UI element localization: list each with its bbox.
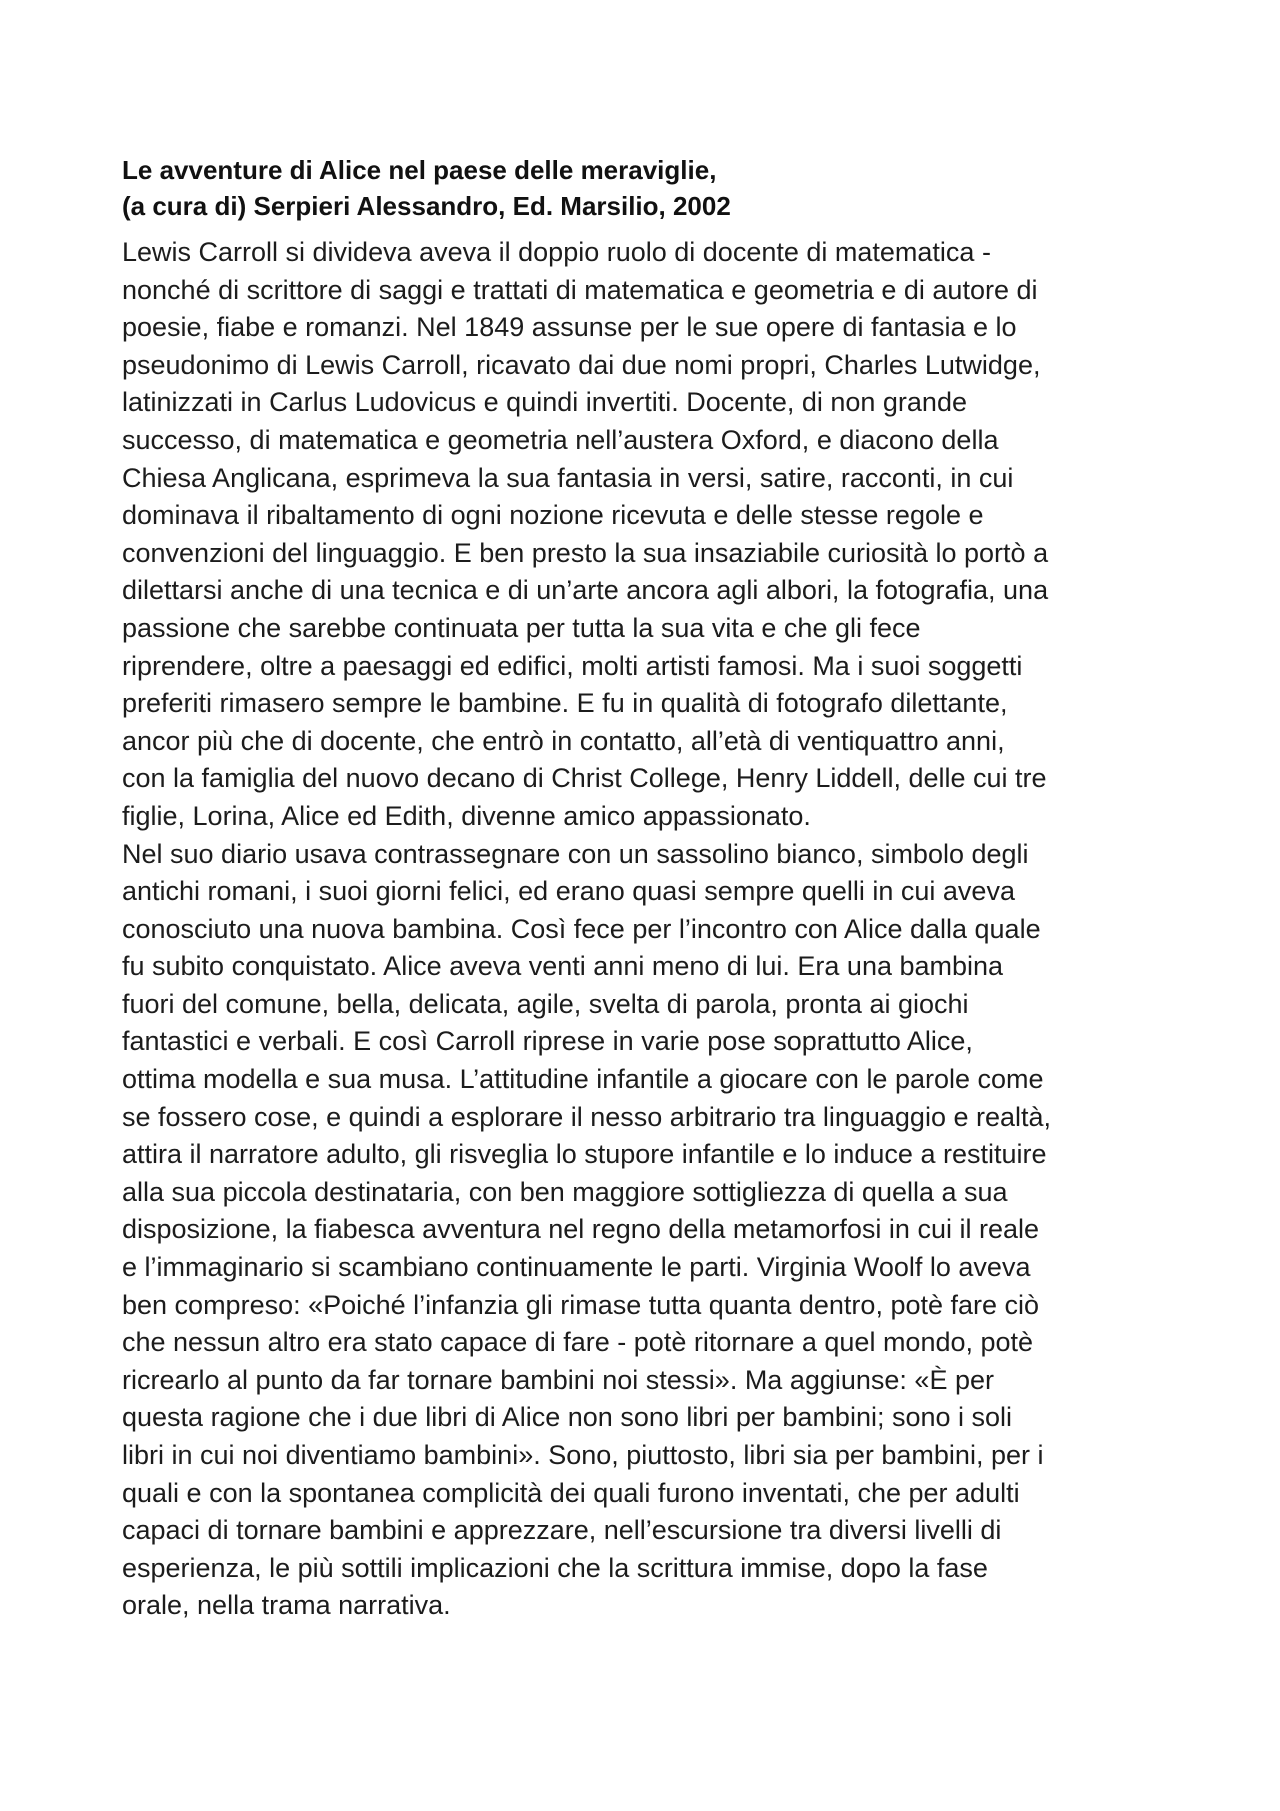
body-paragraph bbox=[122, 234, 1182, 1625]
document-title bbox=[122, 152, 1182, 224]
body-line: poesie, fiabe e romanzi. Nel 1849 assunse per le sue opere di fantasia e lo bbox=[122, 312, 1017, 343]
body-line: antichi romani, i suoi giorni felici, ed erano quasi sempre quelli in cui aveva bbox=[122, 876, 1015, 907]
body-line: passione che sarebbe continuata per tutta la sua vita e che gli fece bbox=[122, 612, 921, 643]
body-line: dominava il ribaltamento di ogni nozione ricevuta e delle stesse regole e bbox=[122, 500, 984, 531]
body-line: esperienza, le più sottili implicazioni che la scrittura immise, dopo la fase bbox=[122, 1552, 988, 1583]
document-page bbox=[122, 152, 1182, 1625]
body-line: preferiti rimasero sempre le bambine. E fu in qualità di fotografo dilettante, bbox=[122, 688, 1008, 719]
body-line: capaci di tornare bambini e apprezzare, nell’escursione tra diversi livelli di bbox=[122, 1515, 1002, 1546]
body-line: conosciuto una nuova bambina. Così fece per l’incontro con Alice dalla quale bbox=[122, 913, 1041, 944]
body-line: fantastici e verbali. E così Carroll riprese in varie pose soprattutto Alice, bbox=[122, 1026, 973, 1057]
body-line: latinizzati in Carlus Ludovicus e quindi invertiti. Docente, di non grande bbox=[122, 387, 967, 418]
title-line: Le avventure di Alice nel paese delle meraviglie, bbox=[122, 155, 717, 185]
body-line: con la famiglia del nuovo decano di Christ College, Henry Liddell, delle cui tre bbox=[122, 763, 1047, 794]
body-line: pseudonimo di Lewis Carroll, ricavato dai due nomi propri, Charles Lutwidge, bbox=[122, 349, 1041, 380]
body-line: ben compreso: «Poiché l’infanzia gli rimase tutta quanta dentro, potè fare ciò bbox=[122, 1289, 1040, 1320]
body-line: ottima modella e sua musa. L’attitudine infantile a giocare con le parole come bbox=[122, 1064, 1044, 1095]
body-line: convenzioni del linguaggio. E ben presto la sua insaziabile curiosità lo portò a bbox=[122, 537, 1049, 568]
body-line: alla sua piccola destinataria, con ben maggiore sottigliezza di quella a sua bbox=[122, 1176, 1008, 1207]
body-line: Chiesa Anglicana, esprimeva la sua fantasia in versi, satire, racconti, in cui bbox=[122, 462, 1014, 493]
body-line: fuori del comune, bella, delicata, agile, svelta di parola, pronta ai giochi bbox=[122, 988, 969, 1019]
body-line: orale, nella trama narrativa. bbox=[122, 1590, 451, 1621]
title-line: (a cura di) Serpieri Alessandro, Ed. Marsilio, 2002 bbox=[122, 191, 731, 221]
body-line: riprendere, oltre a paesaggi ed edifici, molti artisti famosi. Ma i suoi soggetti bbox=[122, 650, 1023, 681]
body-line: Nel suo diario usava contrassegnare con un sassolino bianco, simbolo degli bbox=[122, 838, 1029, 869]
body-line: successo, di matematica e geometria nell’austera Oxford, e diacono della bbox=[122, 424, 999, 455]
body-line: quali e con la spontanea complicità dei quali furono inventati, che per adulti bbox=[122, 1477, 1020, 1508]
body-line: figlie, Lorina, Alice ed Edith, divenne amico appassionato. bbox=[122, 800, 811, 831]
body-line: attira il narratore adulto, gli risveglia lo stupore infantile e lo induce a restituire bbox=[122, 1139, 1047, 1170]
body-line: Lewis Carroll si divideva aveva il doppio ruolo di docente di matematica - bbox=[122, 237, 991, 267]
body-line: ancor più che di docente, che entrò in contatto, all’età di ventiquattro anni, bbox=[122, 725, 1005, 756]
body-line: dilettarsi anche di una tecnica e di un’arte ancora agli albori, la fotografia, una bbox=[122, 575, 1049, 606]
body-line: se fossero cose, e quindi a esplorare il nesso arbitrario tra linguaggio e realtà, bbox=[122, 1101, 1052, 1132]
body-line: e l’immaginario si scambiano continuamente le parti. Virginia Woolf lo aveva bbox=[122, 1252, 1031, 1283]
body-line: che nessun altro era stato capace di fare - potè ritornare a quel mondo, potè bbox=[122, 1327, 1034, 1358]
body-line: ricrearlo al punto da far tornare bambini noi stessi». Ma aggiunse: «È per bbox=[122, 1364, 994, 1395]
body-line: questa ragione che i due libri di Alice non sono libri per bambini; sono i soli bbox=[122, 1402, 1013, 1433]
body-line: fu subito conquistato. Alice aveva venti anni meno di lui. Era una bambina bbox=[122, 951, 1004, 982]
body-line: nonché di scrittore di saggi e trattati di matematica e geometria e di autore di bbox=[122, 274, 1038, 305]
body-line: libri in cui noi diventiamo bambini». Sono, piuttosto, libri sia per bambini, per i bbox=[122, 1440, 1044, 1470]
body-line: disposizione, la fiabesca avventura nel regno della metamorfosi in cui il reale bbox=[122, 1214, 1039, 1245]
